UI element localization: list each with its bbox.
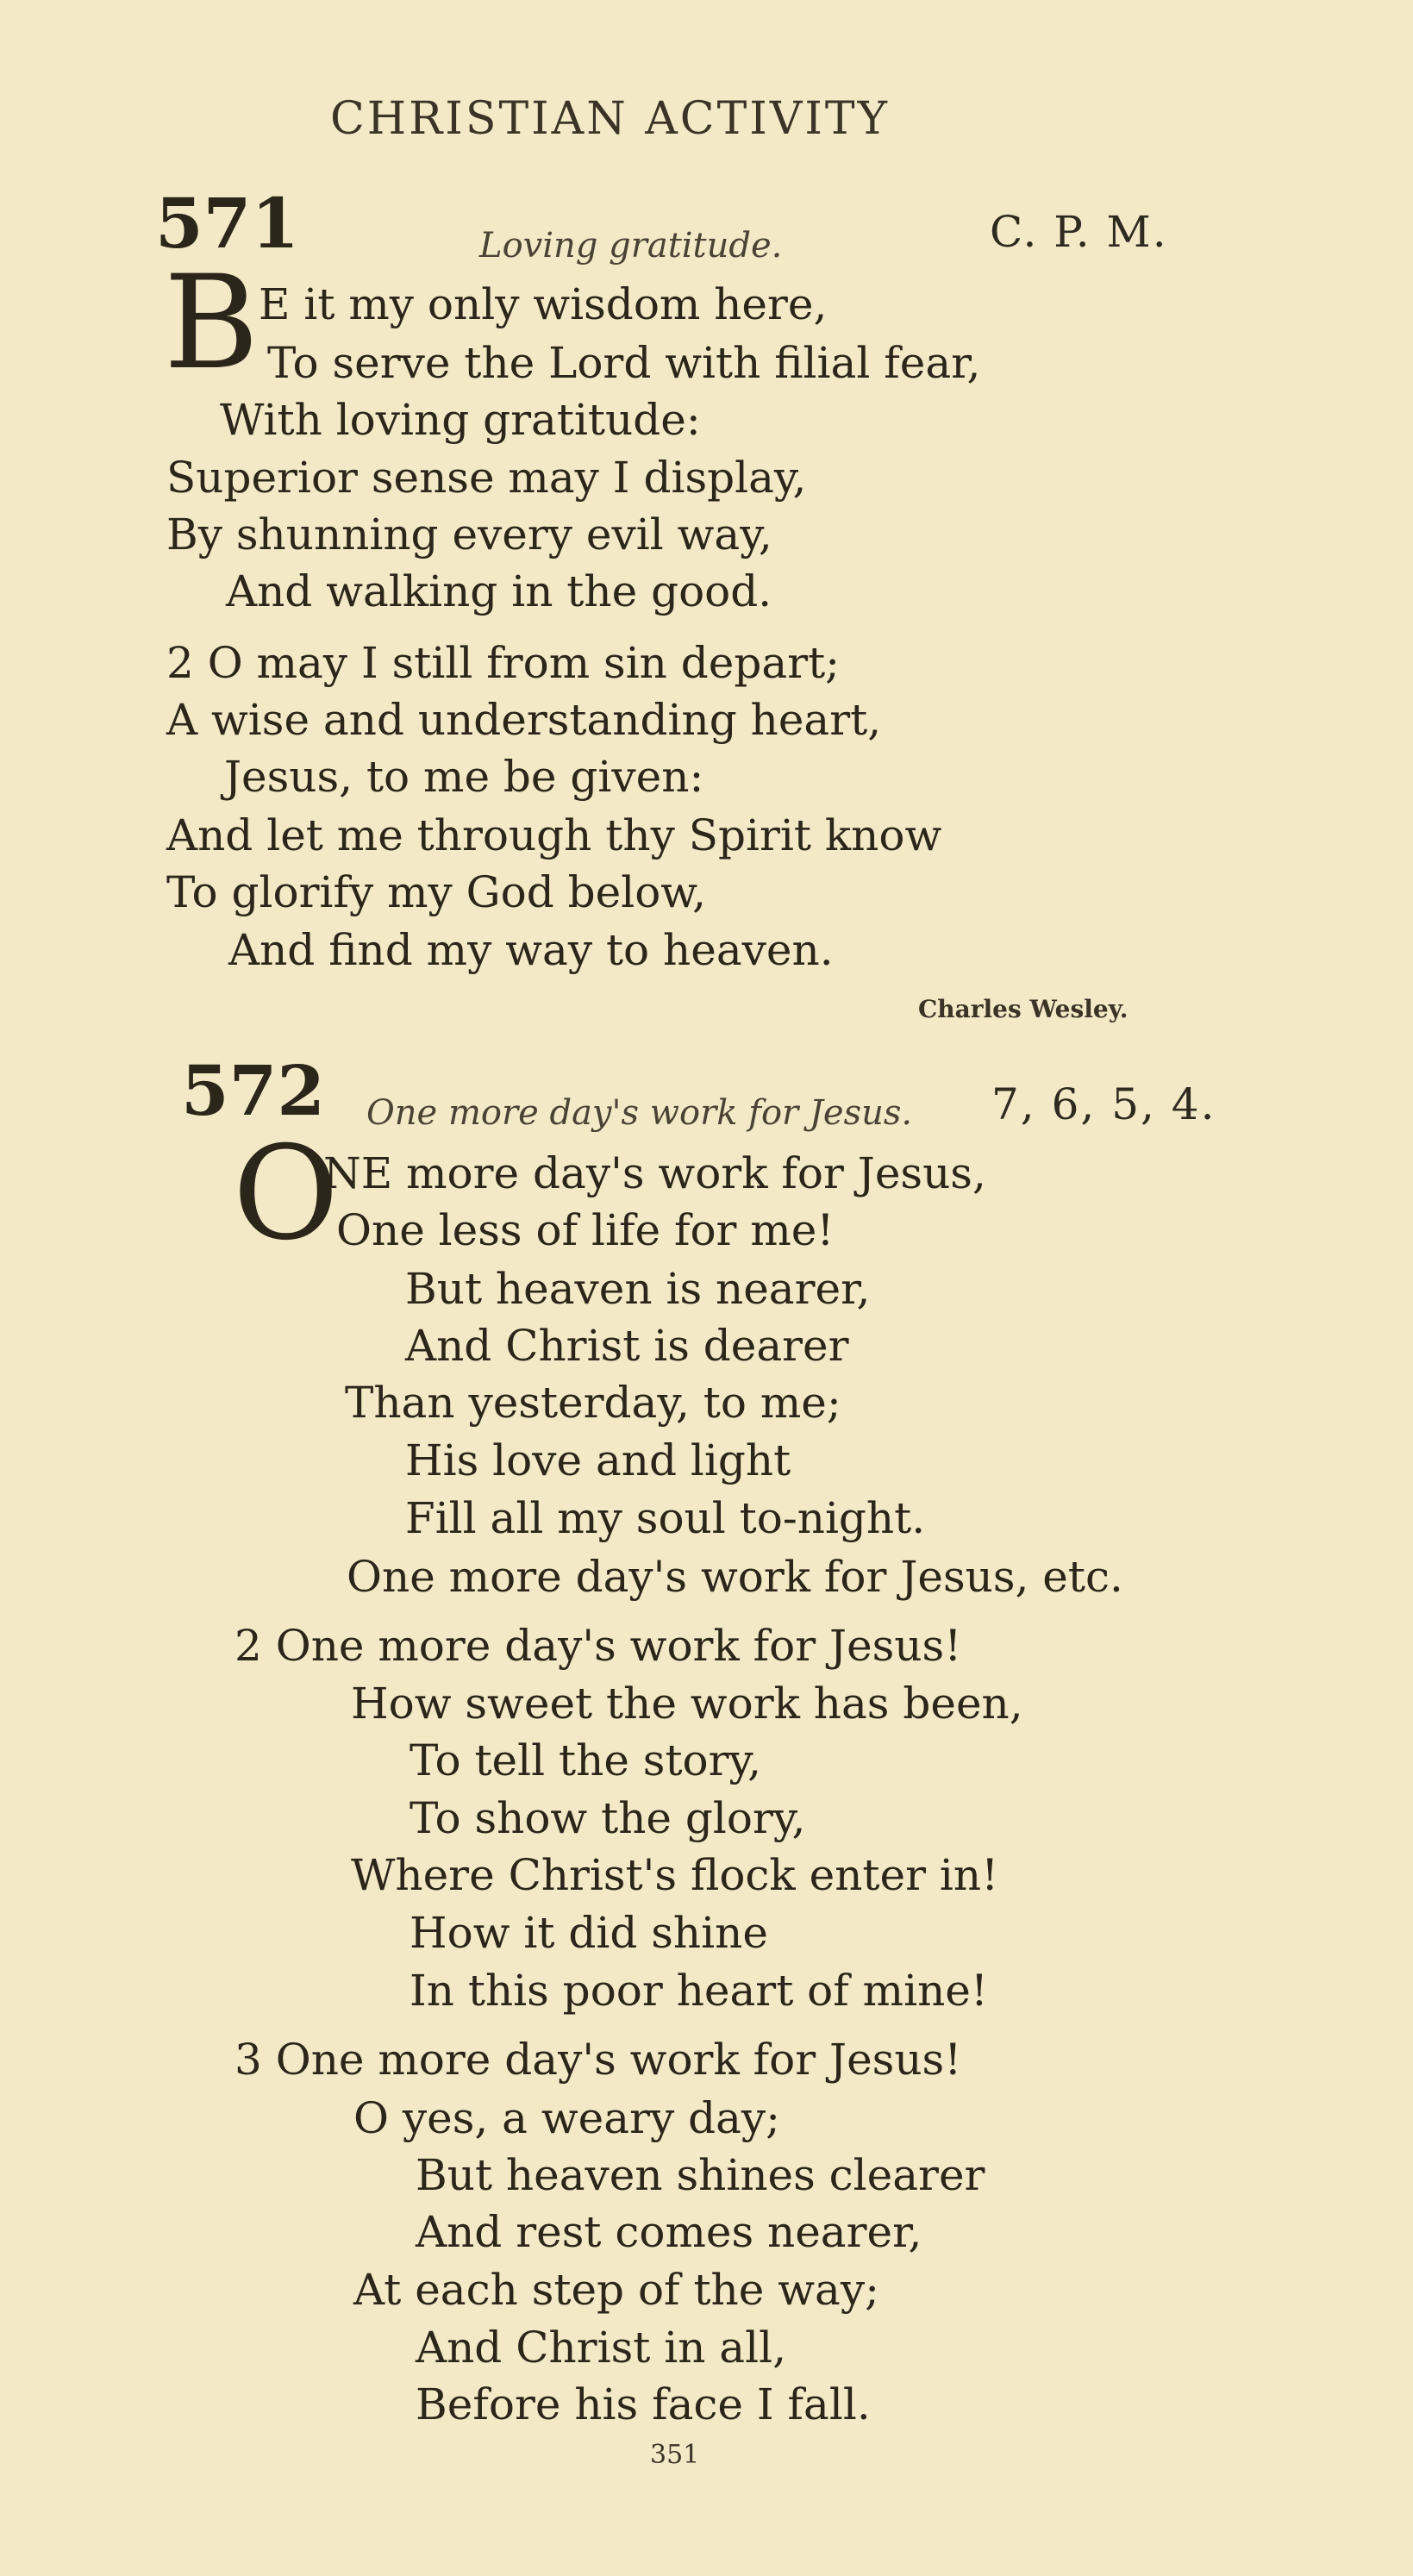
- hymn-572-line: But heaven is nearer,: [405, 1264, 871, 1314]
- hymn-571-meter: C. P. M.: [990, 207, 1168, 257]
- hymn-572-meter: 7, 6, 5, 4.: [991, 1079, 1216, 1129]
- hymn-572-line: And rest comes nearer,: [416, 2207, 922, 2257]
- hymn-572-line: His love and light: [405, 1435, 791, 1485]
- hymn-571-line: Jesus, to me be given:: [224, 752, 704, 802]
- hymn-571-line: 2 O may I still from sin depart;: [166, 638, 841, 688]
- hymn-572-line: To tell the story,: [410, 1735, 762, 1785]
- hymn-572-line: Before his face I fall.: [416, 2379, 871, 2429]
- hymn-572-line: At each step of the way;: [353, 2265, 879, 2315]
- page-number: 351: [650, 2440, 700, 2470]
- hymn-572-dropcap: O: [233, 1119, 339, 1269]
- hymn-571-line: With loving gratitude:: [220, 395, 701, 445]
- hymn-572-line: NE more day's work for Jesus,: [323, 1148, 986, 1198]
- hymn-572-line: To show the glory,: [410, 1793, 806, 1843]
- hymn-572-line: 2 One more day's work for Jesus!: [234, 1621, 962, 1671]
- hymn-572-subtitle: One more day's work for Jesus.: [366, 1093, 913, 1133]
- hymn-572-line: O yes, a weary day;: [353, 2093, 781, 2143]
- hymn-572-line: Where Christ's flock enter in!: [351, 1850, 999, 1900]
- hymn-572-line: In this poor heart of mine!: [410, 1966, 988, 2016]
- hymn-572-line: And Christ in all,: [416, 2323, 786, 2373]
- hymn-571-line: To serve the Lord with filial fear,: [267, 338, 981, 388]
- hymn-572-line: One more day's work for Jesus, etc.: [347, 1552, 1123, 1602]
- hymn-571-line: Superior sense may I display,: [166, 453, 807, 503]
- hymn-572-line: One less of life for me!: [336, 1205, 835, 1255]
- hymn-571-line: And walking in the good.: [226, 566, 772, 616]
- hymn-571-line: A wise and understanding heart,: [166, 695, 882, 745]
- hymn-572-line: Than yesterday, to me;: [345, 1378, 841, 1428]
- hymn-572-line: And Christ is dearer: [405, 1321, 849, 1371]
- hymn-571-line: E it my only wisdom here,: [259, 279, 828, 329]
- hymn-571-line: And find my way to heaven.: [228, 925, 834, 975]
- hymn-number-572: 572: [181, 1050, 325, 1131]
- running-header: CHRISTIAN ACTIVITY: [330, 93, 890, 145]
- hymn-571-line: And let me through thy Spirit know: [166, 810, 942, 860]
- hymn-572-line: But heaven shines clearer: [416, 2150, 985, 2200]
- hymn-571-author: Charles Wesley.: [918, 995, 1129, 1023]
- hymn-571-subtitle: Loving gratitude.: [479, 226, 783, 266]
- hymn-number-571: 571: [155, 183, 299, 264]
- hymn-572-line: How sweet the work has been,: [351, 1679, 1023, 1729]
- hymn-571-line: To glorify my God below,: [166, 867, 707, 917]
- hymn-572-line: Fill all my soul to-night.: [405, 1493, 926, 1543]
- hymn-571-line: By shunning every evil way,: [166, 510, 772, 560]
- hymn-571-dropcap: B: [164, 248, 259, 398]
- hymn-572-line: 3 One more day's work for Jesus!: [234, 2035, 962, 2085]
- hymn-572-line: How it did shine: [410, 1908, 768, 1958]
